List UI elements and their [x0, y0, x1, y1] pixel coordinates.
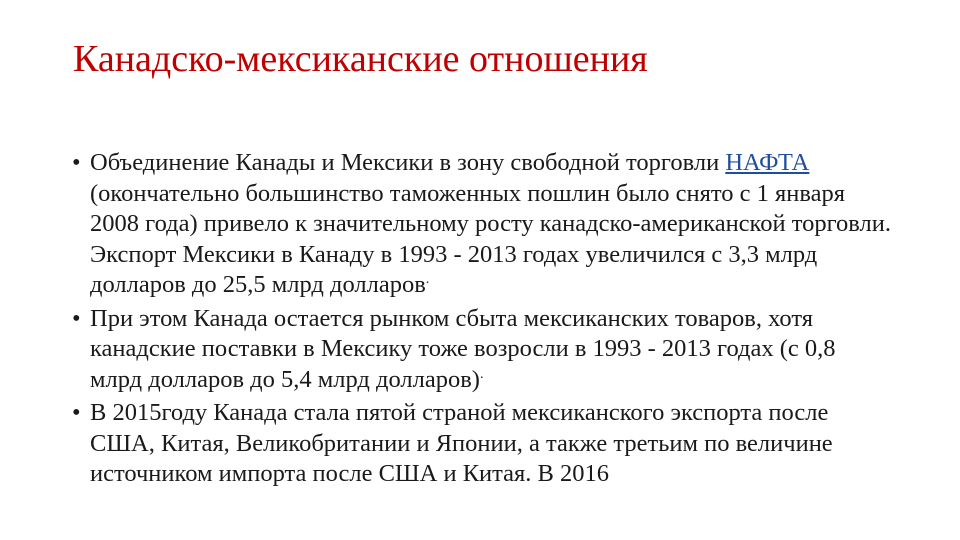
bullet-item-canada-market — [72, 304, 892, 396]
bullet-text-continued: (окончательно большинство таможенных пошлин было снято с 1 января 2008 года) привело к значительному росту канадско-американской торговли. Экспорт Мексики в Канаду в 1993 - 2013 годах увеличился с 3,3 млрд долларов до 25,5 млрд долларов — [90, 179, 891, 298]
bullet-item-2015 — [72, 398, 892, 490]
nafta-link[interactable]: НАФТА — [725, 149, 810, 176]
bullet-end-mark: . — [479, 366, 484, 382]
bullet-mark: • — [72, 149, 81, 176]
bullet-mark: • — [72, 399, 81, 426]
bullet-mark: • — [72, 304, 81, 332]
bullet-end-mark: . — [425, 271, 430, 287]
slide-title: Канадско-мексиканские отношения — [73, 38, 648, 80]
bullet-text: Объединение Канады и Мексики в зону свободной торговли — [90, 149, 726, 176]
bullet-text: При этом Канада остается рынком сбыта мексиканских товаров, хотя канадские поставки в Мексику тоже возросли в 1993 - 2013 годах (с 0,8 млрд долларов до 5,4 млрд долларов) — [90, 304, 836, 393]
bullet-text: В 2015году Канада стала пятой страной мексиканского экспорта после США, Китая, Великобритании и Японии, а также третьим по величине источником импорта после США и Китая. В 2016 — [90, 399, 833, 487]
bullet-item-nafta — [72, 148, 892, 301]
bullet-list — [72, 148, 892, 493]
